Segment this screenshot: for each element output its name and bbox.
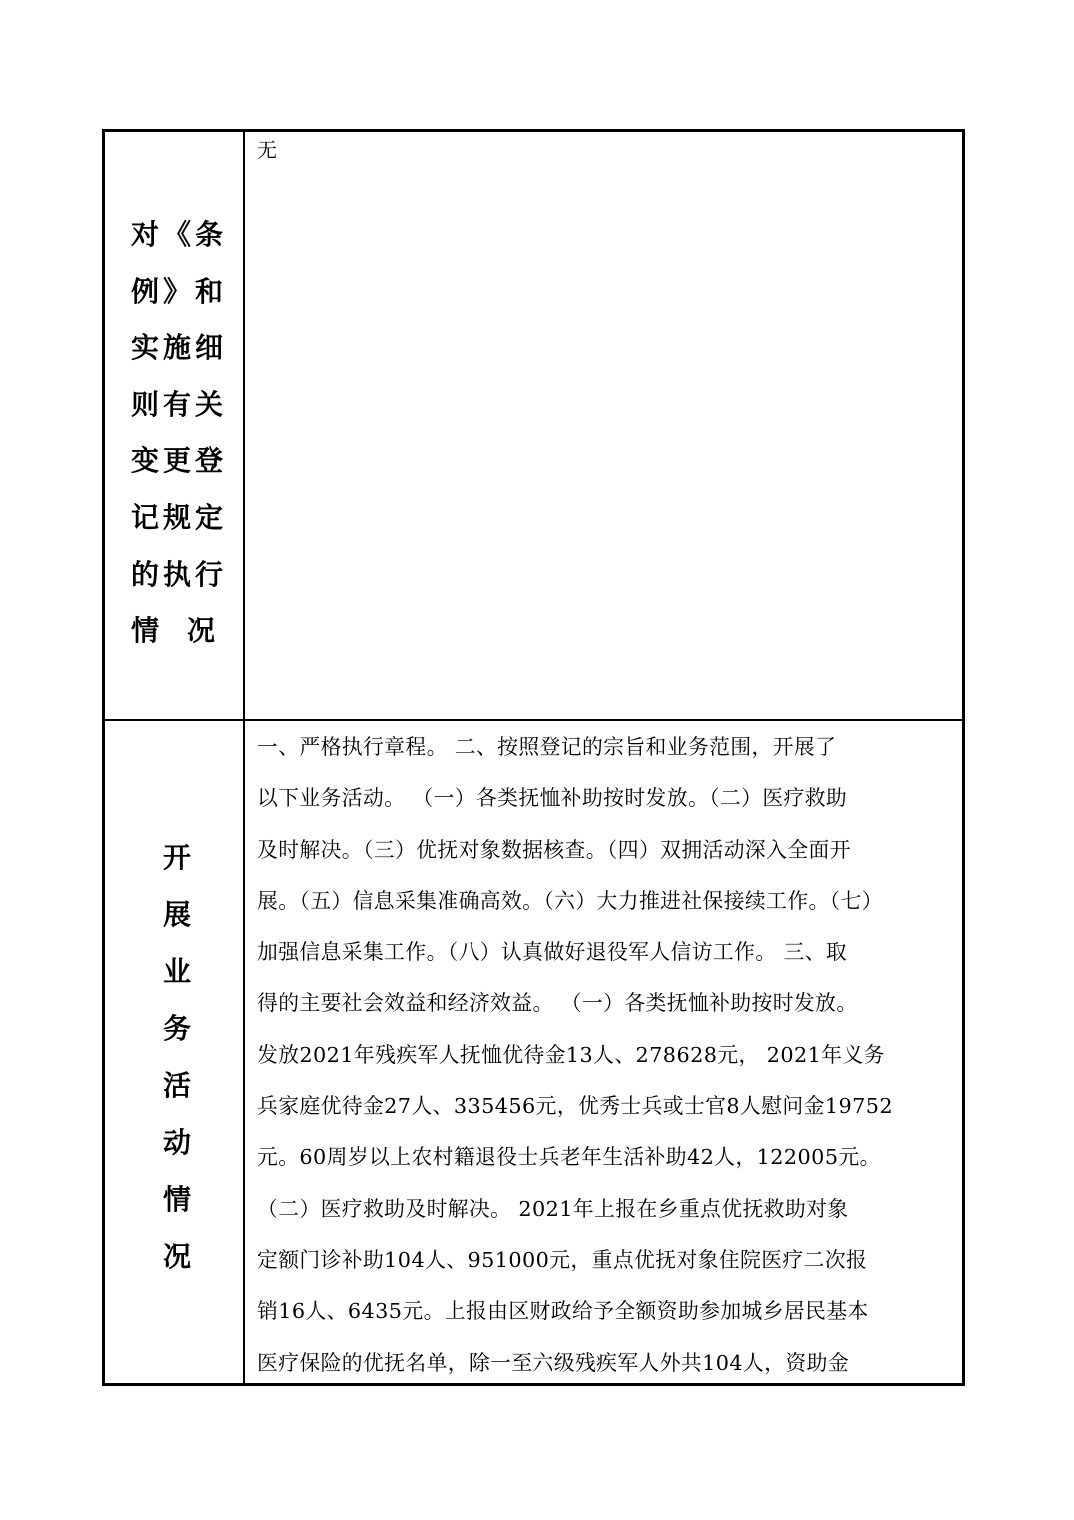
label-line-last (131, 603, 219, 660)
business-activities-text (257, 722, 956, 1389)
change-registration-value: 无 (257, 138, 277, 162)
text-line: 加强信息采集工作。（八）认真做好退役军人信访工作。 三、取 (257, 940, 848, 965)
label-char: 况 (162, 1240, 191, 1273)
label-line: 变更登 (131, 444, 228, 478)
row-content-cell (247, 721, 962, 1383)
label-char: 务 (162, 1012, 191, 1045)
label-char: 业 (162, 955, 191, 988)
label-line: 则有关 (131, 387, 228, 421)
text-line: 得的主要社会效益和经济效益。 （一）各类抚恤补助按时发放。 (257, 991, 858, 1016)
label-line: 对《条 (131, 218, 228, 251)
text-line: 展。（五）信息采集准确高效。（六）大力推进社保接续工作。（七） (257, 888, 883, 913)
text-line: 定额门诊补助104人、951000元，重点优抚对象住院医疗二次报 (257, 1247, 868, 1272)
text-line: 以下业务活动。 （一）各类抚恤补助按时发放。（二）医疗救助 (257, 786, 848, 811)
label-char: 展 (162, 898, 191, 931)
row-label-business-activities (160, 829, 194, 1285)
text-line: 元。60周岁以上农村籍退役士兵老年生活补助42人，122005元。 (257, 1145, 881, 1170)
text-line: 一、严格执行章程。 二、按照登记的宗旨和业务范围，开展了 (257, 735, 837, 759)
row-label-cell (105, 132, 245, 719)
row-label-cell (105, 721, 245, 1383)
label-char: 况 (186, 614, 219, 648)
label-line: 记规定 (131, 500, 228, 534)
label-line: 的执行 (131, 557, 228, 591)
label-line: 例》和 (131, 274, 228, 308)
row-label-change-registration (131, 207, 228, 660)
label-line: 实施细 (131, 331, 228, 365)
label-char: 情 (162, 1183, 191, 1216)
text-line: 兵家庭优待金27人、335456元，优秀士兵或士官8人慰问金19752 (257, 1094, 893, 1119)
label-char: 开 (162, 841, 191, 874)
text-line: 销16人、6435元。上报由区财政给予全额资助参加城乡居民基本 (257, 1299, 869, 1324)
label-char: 活 (162, 1069, 191, 1102)
table-row-business-activities (105, 721, 962, 1383)
text-line: 及时解决。（三）优抚对象数据核查。（四）双拥活动深入全面开 (257, 837, 851, 862)
text-line: 医疗保险的优抚名单，除一至六级残疾军人外共104人，资助金 (257, 1350, 850, 1375)
text-line: （二）医疗救助及时解决。 2021年上报在乡重点优抚救助对象 (257, 1196, 849, 1221)
label-char: 情 (131, 614, 164, 648)
label-char: 动 (162, 1126, 191, 1159)
text-line: 发放2021年残疾军人抚恤优待金13人、278628元， 2021年义务 (257, 1042, 885, 1067)
table-row-change-registration (105, 132, 962, 721)
report-table (102, 129, 965, 1386)
row-content-cell (247, 132, 962, 719)
